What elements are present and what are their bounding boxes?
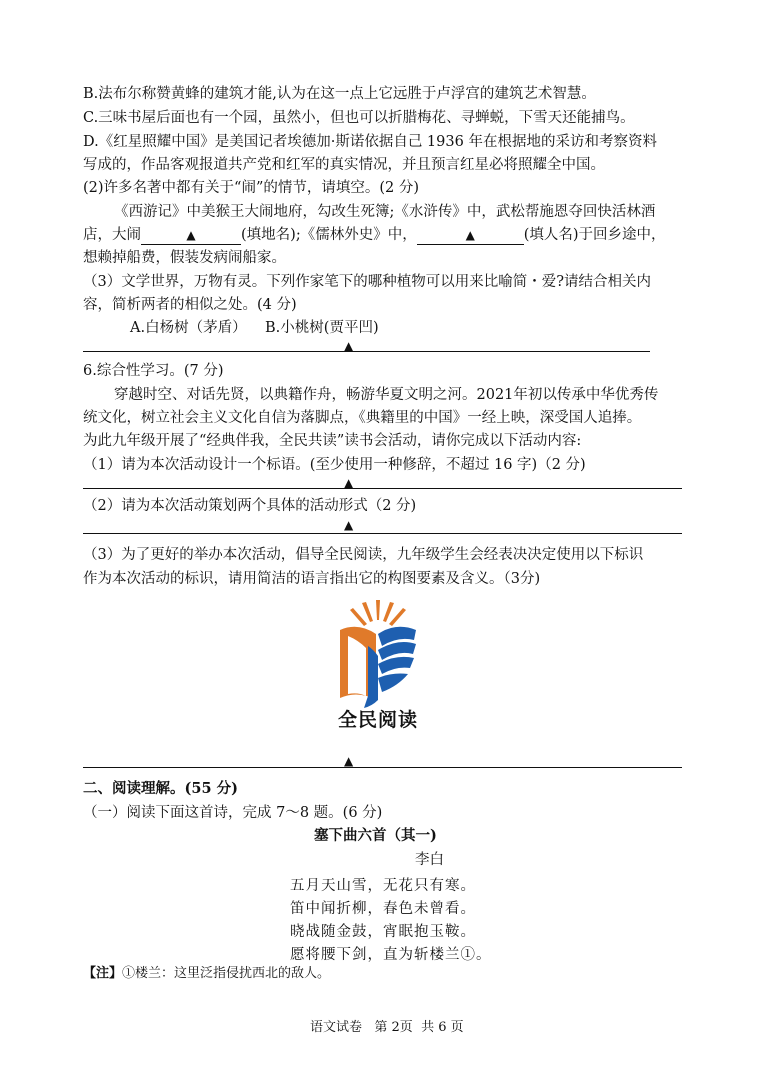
sub3-options: A.白杨树（茅盾） B.小桃树(贾平凹) (130, 320, 379, 336)
sub2-line3: 想赖掉船费，假装发病闹船家。 (83, 250, 286, 266)
poem-line: 五月天山雪，无花只有寒。 (290, 878, 476, 894)
answer-line-q6-2[interactable] (83, 533, 682, 534)
answer-line-q6-3[interactable] (83, 767, 682, 768)
option-b: B.法布尔称赞黄蜂的建筑才能,认为在这一点上它远胜于卢浮宫的建筑艺术智慧。 (83, 86, 596, 102)
option-d-line1: D.《红星照耀中国》是美国记者埃德加·斯诺依据自己 1936 年在根据地的采访和考察资料 (83, 134, 657, 150)
poem-line: 愿将腰下剑，直为斩楼兰①。 (290, 947, 492, 963)
answer-mark: ▲ (344, 339, 354, 353)
note-text: ①楼兰：这里泛指侵扰西北的敌人。 (122, 966, 331, 981)
answer-mark: ▲ (344, 754, 354, 768)
q6-intro-1: 穿越时空、对话先贤，以典籍作舟，畅游华夏文明之河。2021年初以传承中华优秀传 (114, 387, 659, 403)
poem-line: 笛中闻折柳，春色未曾看。 (290, 901, 476, 917)
q6-heading: 6.综合性学习。(7 分) (83, 363, 224, 379)
section2-sub1: （一）阅读下面这首诗，完成 7～8 题。(6 分) (83, 805, 383, 821)
poem-title: 塞下曲六首（其一) (314, 827, 437, 844)
sub2-text-b: (填地名);《儒林外史》中， (241, 227, 417, 243)
answer-mark: ▲ (344, 476, 354, 490)
logo-text: 全民阅读 (338, 709, 419, 731)
q6-intro-3: 为此九年级开展了“经典伴我，全民共读”读书会活动，请你完成以下活动内容: (83, 433, 582, 449)
q6-part3-line2: 作为本次活动的标识，请用简洁的语言指出它的构图要素及含义。（3分) (83, 571, 541, 587)
poem-line: 晓战随金鼓，宵眠抱玉鞍。 (290, 924, 476, 940)
sub2-line2 (83, 225, 666, 245)
sub3-line2: 容，简析两者的相似之处。(4 分) (83, 297, 297, 313)
section2-heading: 二、阅读理解。(55 分) (83, 780, 238, 797)
fill-blank-place[interactable] (141, 226, 241, 245)
page-footer: 语文试卷 第 2页 共 6 页 (310, 1020, 464, 1035)
sub2-line1: 《西游记》中美猴王大闹地府，勾改生死簿;《水浒传》中，武松帮施恩夺回快活林酒 (114, 204, 656, 220)
answer-mark: ▲ (186, 228, 196, 242)
option-d-line2: 写成的，作品客观报道共产党和红军的真实情况，并且预言红星必将照耀全中国。 (83, 157, 605, 173)
q6-part3-line1: （3）为了更好的举办本次活动，倡导全民阅读，九年级学生会经表决决定使用以下标识 (83, 547, 644, 563)
sub2-text-a: 店，大闹 (83, 227, 141, 243)
option-c: C.三味书屋后面也有一个园，虽然小，但也可以折腊梅花、寻蝉蜕，下雪天还能捕鸟。 (83, 110, 635, 126)
q6-intro-2: 统文化，树立社会主义文化自信为落脚点，《典籍里的中国》一经上映，深受国人追捧。 (83, 410, 642, 426)
fill-blank-person[interactable] (417, 226, 524, 245)
q6-part2: （2）请为本次活动策划两个具体的活动形式（2 分) (83, 498, 417, 514)
answer-line-q5-3[interactable] (83, 351, 650, 352)
poem-author: 李白 (415, 852, 444, 868)
answer-mark: ▲ (344, 518, 354, 532)
note-tag: 【注】 (83, 966, 123, 981)
sub2-text-c: (填人名)于回乡途中， (523, 227, 666, 243)
poem-note (83, 964, 330, 984)
answer-mark: ▲ (465, 228, 475, 242)
q6-part1: （1）请为本次活动设计一个标语。(至少使用一种修辞，不超过 16 字)（2 分) (83, 457, 586, 473)
answer-line-q6-1[interactable] (83, 488, 682, 489)
sub2-prompt: (2)许多名著中都有关于“闹”的情节，请填空。(2 分) (83, 180, 420, 196)
sub3-line1: （3）文学世界，万物有灵。下列作家笔下的哪种植物可以用来比喻简・爱?请结合相关内 (83, 274, 651, 290)
